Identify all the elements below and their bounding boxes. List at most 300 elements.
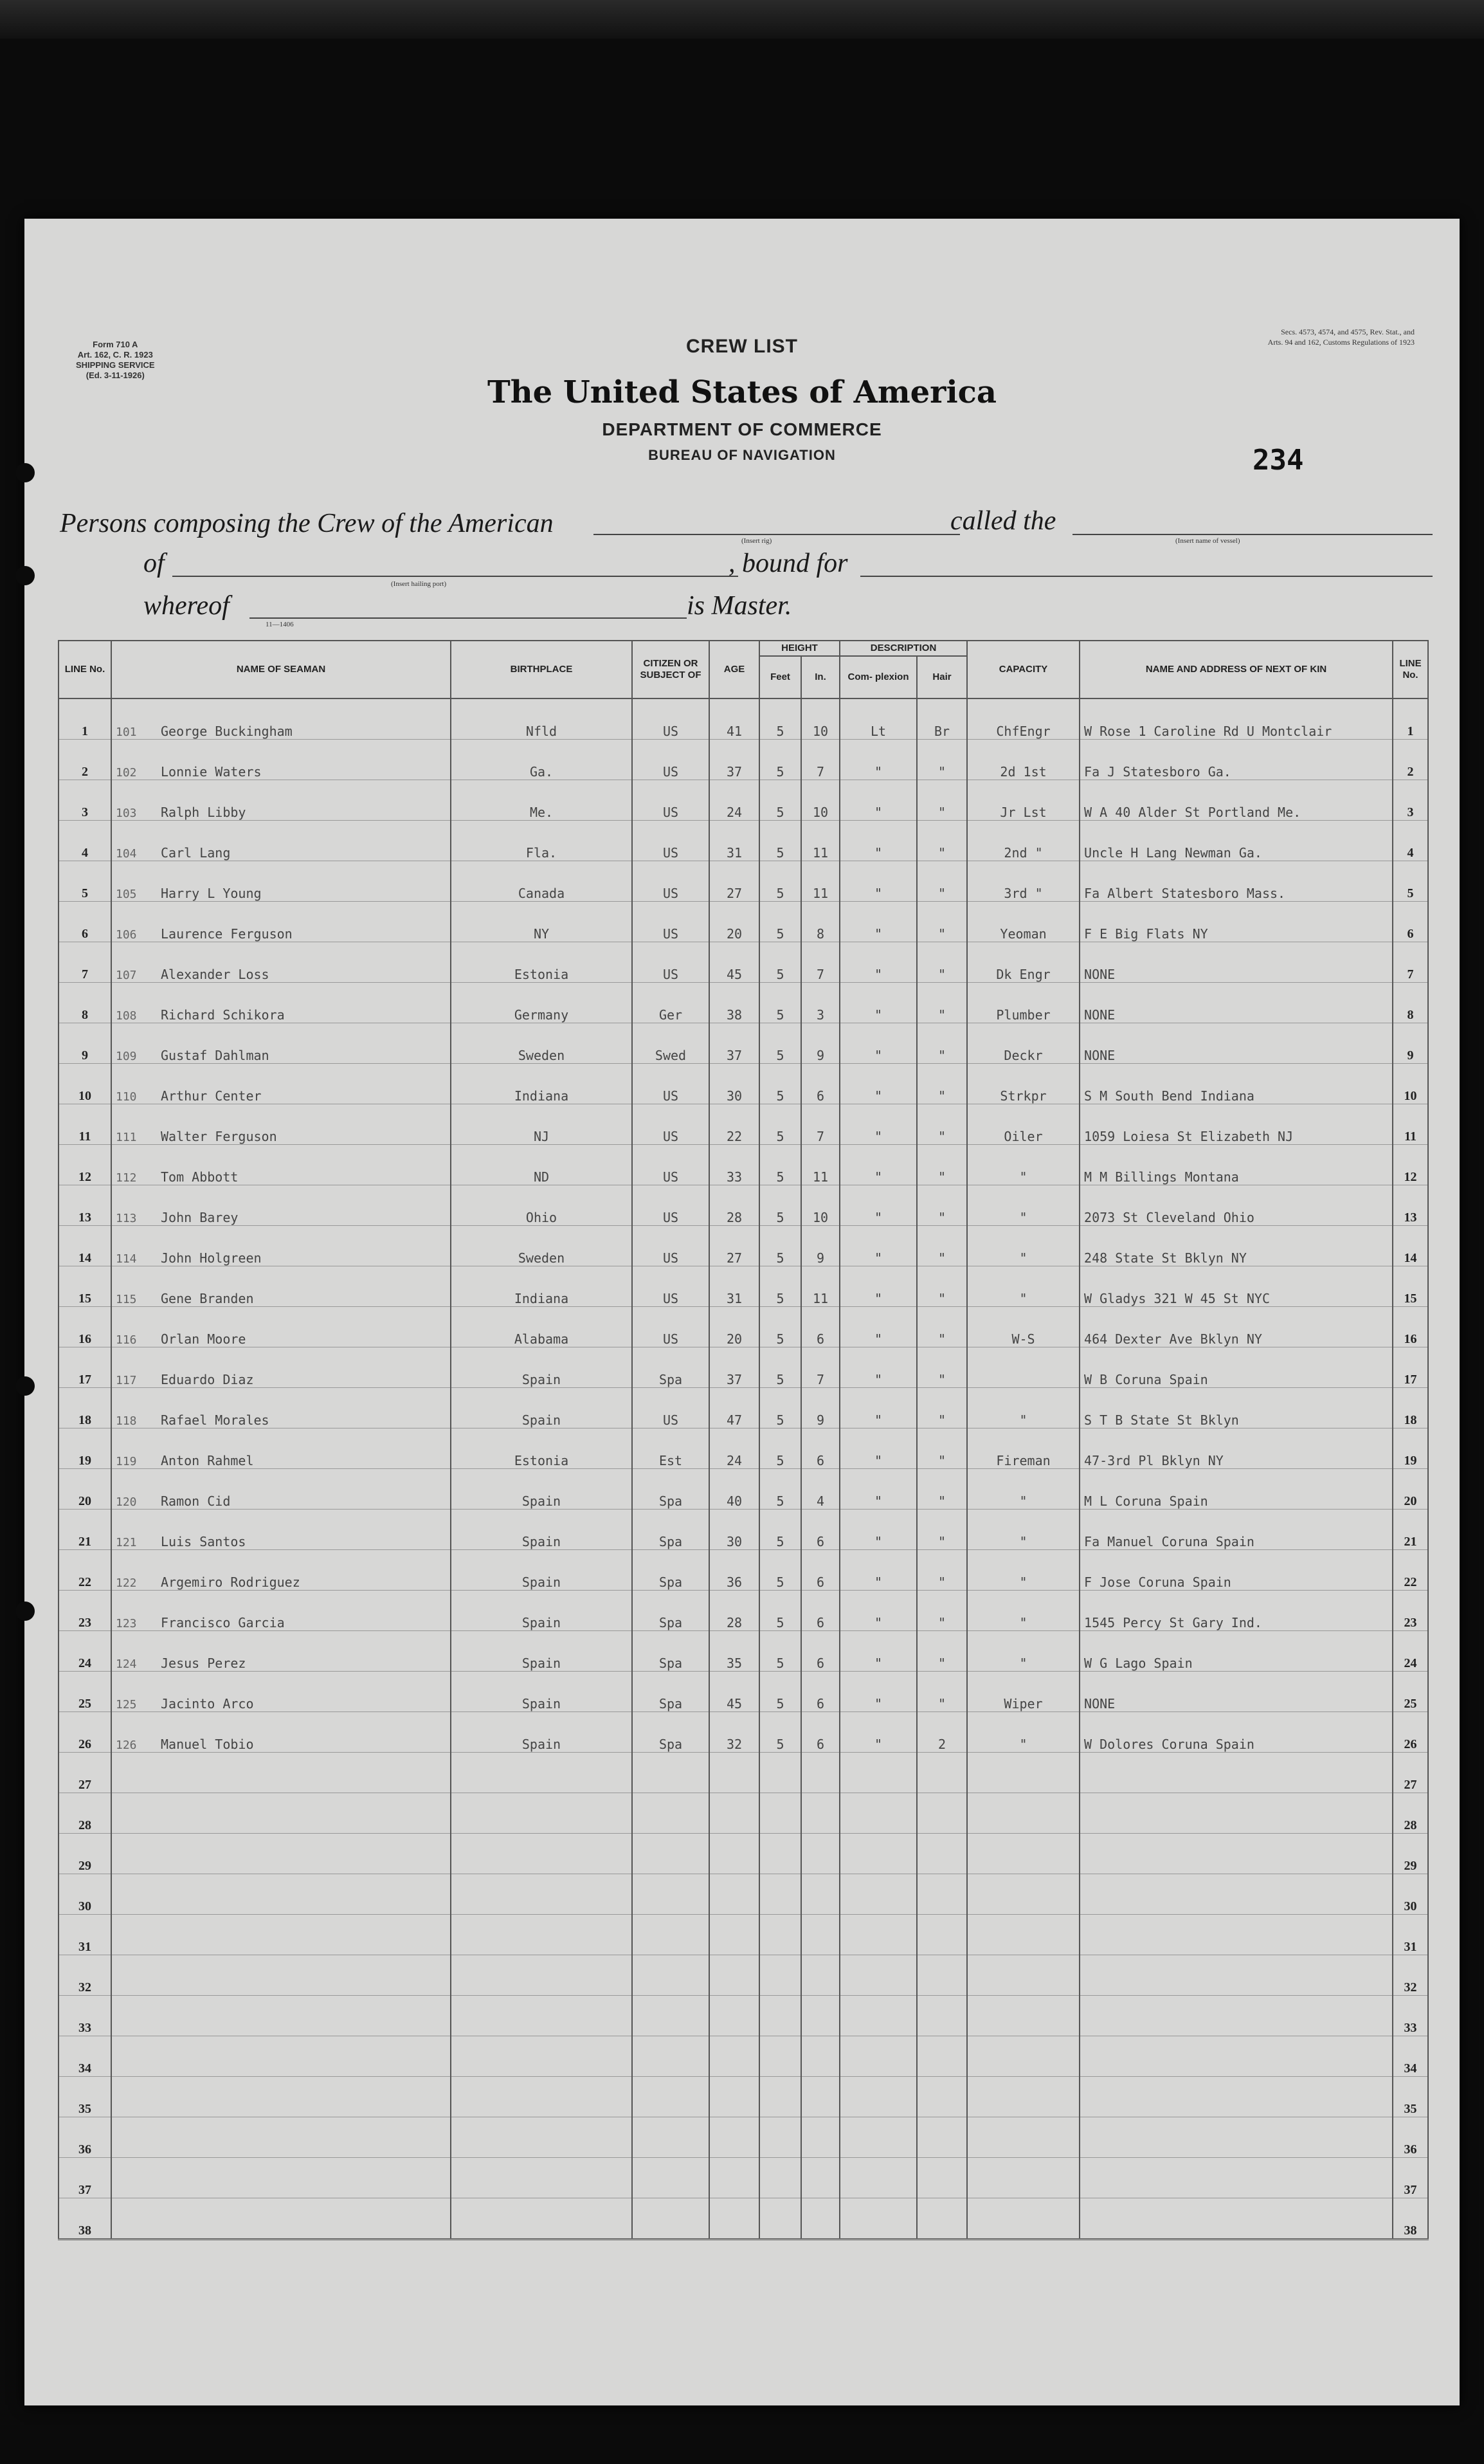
citizenship: US <box>632 780 709 821</box>
line-number: 38 <box>59 2198 111 2240</box>
next-of-kin: NONE <box>1080 942 1393 983</box>
age: 38 <box>709 983 759 1023</box>
capacity: Fireman <box>967 1428 1080 1469</box>
height-feet <box>759 1915 801 1955</box>
birthplace: Spain <box>451 1712 632 1753</box>
citizenship: US <box>632 1064 709 1104</box>
entry-number: 122 <box>116 1576 137 1590</box>
complexion: " <box>840 1388 917 1428</box>
birthplace: Spain <box>451 1550 632 1591</box>
age <box>709 2036 759 2077</box>
bureau-heading: BUREAU OF NAVIGATION <box>648 447 836 463</box>
complexion-header: Com- plexion <box>840 656 917 698</box>
next-of-kin: S T B State St Bklyn <box>1080 1388 1393 1428</box>
next-of-kin <box>1080 1834 1393 1874</box>
birthplace: Spain <box>451 1672 632 1712</box>
whereof-phrase: whereof <box>143 591 230 621</box>
complexion: " <box>840 740 917 780</box>
port-hint: (Insert hailing port) <box>391 580 447 588</box>
complexion: " <box>840 1591 917 1631</box>
crew-table <box>58 640 1429 2240</box>
seaman-name <box>111 942 451 983</box>
punch-hole <box>15 566 35 585</box>
table-row <box>59 1753 1428 1793</box>
table-row <box>59 1834 1428 1874</box>
height-feet: 5 <box>759 740 801 780</box>
capacity: 2nd " <box>967 821 1080 861</box>
complexion <box>840 1753 917 1793</box>
height-feet <box>759 2198 801 2240</box>
table-row <box>59 1347 1428 1388</box>
hair <box>917 2158 967 2198</box>
capacity: W-S <box>967 1307 1080 1347</box>
table-row <box>59 1915 1428 1955</box>
seaman-name-text: Jesus Perez <box>161 1656 246 1671</box>
seaman-name-text: Alexander Loss <box>161 967 269 982</box>
form-article: Art. 162, C. R. 1923 <box>77 350 153 360</box>
seaman-name <box>111 1793 451 1834</box>
age: 35 <box>709 1631 759 1672</box>
age: 36 <box>709 1550 759 1591</box>
entry-number: 111 <box>116 1131 137 1144</box>
entry-number: 119 <box>116 1455 137 1468</box>
capacity: " <box>967 1266 1080 1307</box>
capacity <box>967 2077 1080 2117</box>
capacity: " <box>967 1712 1080 1753</box>
next-of-kin: NONE <box>1080 983 1393 1023</box>
complexion: " <box>840 1347 917 1388</box>
table-row <box>59 821 1428 861</box>
scanner-edge <box>0 0 1484 39</box>
birthplace <box>451 1793 632 1834</box>
seaman-name <box>111 821 451 861</box>
statute-line: Arts. 94 and 162, Customs Regulations of 1923 <box>1267 338 1415 347</box>
complexion: " <box>840 1712 917 1753</box>
table-row <box>59 1955 1428 1996</box>
birthplace: Sweden <box>451 1023 632 1064</box>
seaman-name-text: Francisco Garcia <box>161 1615 285 1630</box>
hair: " <box>917 1185 967 1226</box>
height-feet: 5 <box>759 1469 801 1510</box>
next-of-kin <box>1080 1753 1393 1793</box>
height-feet: 5 <box>759 1185 801 1226</box>
height-feet <box>759 1996 801 2036</box>
citizenship: Spa <box>632 1550 709 1591</box>
height-inches <box>801 1834 840 1874</box>
birthplace: Spain <box>451 1510 632 1550</box>
line-number: 36 <box>59 2117 111 2158</box>
table-row <box>59 861 1428 902</box>
entry-number: 125 <box>116 1698 137 1711</box>
line-number-right: 3 <box>1393 780 1428 821</box>
complexion: Lt <box>840 698 917 740</box>
line-number-right: 27 <box>1393 1753 1428 1793</box>
birthplace: Indiana <box>451 1064 632 1104</box>
hair <box>917 1996 967 2036</box>
birthplace: Germany <box>451 983 632 1023</box>
next-of-kin: 2073 St Cleveland Ohio <box>1080 1185 1393 1226</box>
height-feet: 5 <box>759 1307 801 1347</box>
height-feet: 5 <box>759 1347 801 1388</box>
table-row <box>59 2036 1428 2077</box>
department-heading: DEPARTMENT OF COMMERCE <box>602 419 882 439</box>
citizenship: Spa <box>632 1469 709 1510</box>
height-feet: 5 <box>759 780 801 821</box>
height-feet: 5 <box>759 1266 801 1307</box>
hair <box>917 1834 967 1874</box>
citizenship <box>632 1955 709 1996</box>
height-inches: 9 <box>801 1226 840 1266</box>
hair: " <box>917 740 967 780</box>
line-number-right: 14 <box>1393 1226 1428 1266</box>
height-inches: 6 <box>801 1307 840 1347</box>
line-number-right: 34 <box>1393 2036 1428 2077</box>
line-number: 6 <box>59 902 111 942</box>
citizenship: US <box>632 1266 709 1307</box>
line-number: 23 <box>59 1591 111 1631</box>
punch-hole <box>15 1376 35 1396</box>
hair: " <box>917 1510 967 1550</box>
capacity: Plumber <box>967 983 1080 1023</box>
entry-number: 115 <box>116 1293 137 1306</box>
table-row <box>59 2077 1428 2117</box>
height-feet: 5 <box>759 1631 801 1672</box>
line-number: 29 <box>59 1834 111 1874</box>
citizenship <box>632 2077 709 2117</box>
height-inches <box>801 1793 840 1834</box>
height-inches: 6 <box>801 1712 840 1753</box>
age: 31 <box>709 821 759 861</box>
age <box>709 2158 759 2198</box>
height-inches: 7 <box>801 1347 840 1388</box>
seaman-name-text: Harry L Young <box>161 886 262 901</box>
hair: " <box>917 821 967 861</box>
height-inches <box>801 1996 840 2036</box>
birthplace <box>451 1955 632 1996</box>
seaman-name <box>111 1955 451 1996</box>
seaman-name-text: Carl Lang <box>161 845 231 861</box>
entry-number: 101 <box>116 726 137 739</box>
hair <box>917 2117 967 2158</box>
capacity <box>967 1996 1080 2036</box>
capacity <box>967 1753 1080 1793</box>
height-inches: 7 <box>801 942 840 983</box>
age: 28 <box>709 1591 759 1631</box>
next-of-kin <box>1080 1874 1393 1915</box>
citizenship: Spa <box>632 1631 709 1672</box>
next-of-kin <box>1080 2117 1393 2158</box>
height-inches: 6 <box>801 1672 840 1712</box>
entry-number: 104 <box>116 847 137 861</box>
height-inches: 9 <box>801 1023 840 1064</box>
hair: " <box>917 1428 967 1469</box>
table-row <box>59 1510 1428 1550</box>
height-feet: 5 <box>759 1388 801 1428</box>
height-feet <box>759 1874 801 1915</box>
height-feet: 5 <box>759 1226 801 1266</box>
height-feet: 5 <box>759 1510 801 1550</box>
seaman-name-text: Orlan Moore <box>161 1331 246 1347</box>
complexion: " <box>840 1469 917 1510</box>
next-of-kin <box>1080 2198 1393 2240</box>
line-number-right: 36 <box>1393 2117 1428 2158</box>
seaman-name <box>111 983 451 1023</box>
hair: " <box>917 1023 967 1064</box>
form-service: SHIPPING SERVICE <box>76 360 155 370</box>
line-number-right: 8 <box>1393 983 1428 1023</box>
seaman-name <box>111 902 451 942</box>
line-no-header: LINE No. <box>59 641 111 698</box>
citizenship: Spa <box>632 1712 709 1753</box>
birthplace: Indiana <box>451 1266 632 1307</box>
description-header: DESCRIPTION <box>840 641 967 656</box>
entry-number: 102 <box>116 766 137 780</box>
hair: " <box>917 902 967 942</box>
line-number: 22 <box>59 1550 111 1591</box>
citizenship: US <box>632 1388 709 1428</box>
capacity: " <box>967 1388 1080 1428</box>
table-row <box>59 1428 1428 1469</box>
hair: " <box>917 861 967 902</box>
seaman-name <box>111 1266 451 1307</box>
birthplace <box>451 1874 632 1915</box>
height-feet: 5 <box>759 983 801 1023</box>
vessel-hint: (Insert name of vessel) <box>1175 537 1240 545</box>
complexion: " <box>840 1266 917 1307</box>
table-row <box>59 1712 1428 1753</box>
complexion <box>840 1793 917 1834</box>
seaman-name <box>111 2117 451 2158</box>
next-of-kin: W Rose 1 Caroline Rd U Montclair <box>1080 698 1393 740</box>
table-row <box>59 740 1428 780</box>
seaman-name <box>111 740 451 780</box>
inches-header: In. <box>801 656 840 698</box>
line-number: 19 <box>59 1428 111 1469</box>
complexion: " <box>840 1104 917 1145</box>
seaman-name <box>111 2077 451 2117</box>
birthplace: Alabama <box>451 1307 632 1347</box>
next-of-kin: NONE <box>1080 1672 1393 1712</box>
called-phrase: called the <box>950 506 1056 536</box>
line-number: 37 <box>59 2158 111 2198</box>
line-number: 12 <box>59 1145 111 1185</box>
seaman-name <box>111 1185 451 1226</box>
seaman-name <box>111 1064 451 1104</box>
line-number: 16 <box>59 1307 111 1347</box>
complexion: " <box>840 1510 917 1550</box>
birthplace <box>451 1996 632 2036</box>
table-row <box>59 1996 1428 2036</box>
entry-number: 114 <box>116 1252 137 1266</box>
line-number-right: 7 <box>1393 942 1428 983</box>
height-feet: 5 <box>759 942 801 983</box>
table-row <box>59 1226 1428 1266</box>
capacity: Yeoman <box>967 902 1080 942</box>
line-number-right: 37 <box>1393 2158 1428 2198</box>
citizenship: US <box>632 821 709 861</box>
hair <box>917 2198 967 2240</box>
line-number: 34 <box>59 2036 111 2077</box>
line-number: 4 <box>59 821 111 861</box>
capacity: ChfEngr <box>967 698 1080 740</box>
line-number: 30 <box>59 1874 111 1915</box>
next-of-kin: Fa Manuel Coruna Spain <box>1080 1510 1393 1550</box>
seaman-name <box>111 1388 451 1428</box>
next-of-kin: 464 Dexter Ave Bklyn NY <box>1080 1307 1393 1347</box>
table-row <box>59 902 1428 942</box>
height-inches: 3 <box>801 983 840 1023</box>
height-feet <box>759 1753 801 1793</box>
citizen-header: CITIZEN OR SUBJECT OF <box>632 641 709 698</box>
height-inches: 11 <box>801 1145 840 1185</box>
line-number-right: 29 <box>1393 1834 1428 1874</box>
age-header: AGE <box>709 641 759 698</box>
seaman-name <box>111 1834 451 1874</box>
line-number-right: 1 <box>1393 698 1428 740</box>
birthplace: Spain <box>451 1469 632 1510</box>
age <box>709 2198 759 2240</box>
line-number-right: 19 <box>1393 1428 1428 1469</box>
height-inches <box>801 2117 840 2158</box>
capacity <box>967 1874 1080 1915</box>
entry-number: 121 <box>116 1536 137 1549</box>
hair: " <box>917 1347 967 1388</box>
age: 41 <box>709 698 759 740</box>
master-phrase: is Master. <box>687 591 792 621</box>
capacity: " <box>967 1631 1080 1672</box>
height-inches: 6 <box>801 1428 840 1469</box>
complexion <box>840 2036 917 2077</box>
birthplace <box>451 1834 632 1874</box>
height-feet <box>759 2036 801 2077</box>
line-number-right: 18 <box>1393 1388 1428 1428</box>
line-number-right: 4 <box>1393 821 1428 861</box>
line-number: 3 <box>59 780 111 821</box>
citizenship <box>632 1793 709 1834</box>
next-of-kin: W Gladys 321 W 45 St NYC <box>1080 1266 1393 1307</box>
citizenship: US <box>632 942 709 983</box>
seaman-name <box>111 861 451 902</box>
complexion <box>840 2117 917 2158</box>
height-feet <box>759 2117 801 2158</box>
height-inches <box>801 1955 840 1996</box>
line-number-right: 26 <box>1393 1712 1428 1753</box>
hair <box>917 1753 967 1793</box>
height-feet: 5 <box>759 821 801 861</box>
height-header: HEIGHT <box>759 641 840 656</box>
height-feet: 5 <box>759 1104 801 1145</box>
age <box>709 1793 759 1834</box>
seaman-name-text: Gustaf Dahlman <box>161 1048 269 1063</box>
hair: " <box>917 1672 967 1712</box>
seaman-name <box>111 2036 451 2077</box>
seaman-name <box>111 1550 451 1591</box>
next-of-kin <box>1080 1793 1393 1834</box>
line-number-right: 16 <box>1393 1307 1428 1347</box>
entry-number: 120 <box>116 1495 137 1509</box>
complexion: " <box>840 780 917 821</box>
form-number: Form 710 A <box>93 340 138 349</box>
height-inches <box>801 2077 840 2117</box>
height-inches: 11 <box>801 1266 840 1307</box>
age: 24 <box>709 1428 759 1469</box>
capacity <box>967 2158 1080 2198</box>
line-number-right: 23 <box>1393 1591 1428 1631</box>
birthplace: Fla. <box>451 821 632 861</box>
complexion: " <box>840 942 917 983</box>
seaman-name-text: Lonnie Waters <box>161 764 262 780</box>
age: 20 <box>709 902 759 942</box>
table-row <box>59 1185 1428 1226</box>
entry-number: 117 <box>116 1374 137 1387</box>
seaman-name-text: Luis Santos <box>161 1534 246 1549</box>
height-inches <box>801 2198 840 2240</box>
citizenship <box>632 2198 709 2240</box>
seaman-name <box>111 1874 451 1915</box>
line-number-right: 11 <box>1393 1104 1428 1145</box>
age <box>709 2117 759 2158</box>
line-number-right: 22 <box>1393 1550 1428 1591</box>
table-row <box>59 2117 1428 2158</box>
feet-header: Feet <box>759 656 801 698</box>
next-of-kin-header: NAME AND ADDRESS OF NEXT OF KIN <box>1080 641 1393 698</box>
age <box>709 1955 759 1996</box>
line-number: 32 <box>59 1955 111 1996</box>
height-inches <box>801 2158 840 2198</box>
height-inches: 8 <box>801 902 840 942</box>
height-inches <box>801 2036 840 2077</box>
next-of-kin: W Dolores Coruna Spain <box>1080 1712 1393 1753</box>
rig-line <box>593 534 960 535</box>
age: 33 <box>709 1145 759 1185</box>
persons-phrase: Persons composing the Crew of the American <box>60 509 554 538</box>
birthplace: NJ <box>451 1104 632 1145</box>
seaman-name-text: Ramon Cid <box>161 1493 231 1509</box>
entry-number: 123 <box>116 1617 137 1630</box>
capacity: " <box>967 1510 1080 1550</box>
age: 47 <box>709 1388 759 1428</box>
capacity: 3rd " <box>967 861 1080 902</box>
table-row <box>59 1469 1428 1510</box>
line-number: 8 <box>59 983 111 1023</box>
line-number: 14 <box>59 1226 111 1266</box>
hair <box>917 2077 967 2117</box>
citizenship: US <box>632 861 709 902</box>
table-row <box>59 780 1428 821</box>
birthplace: Spain <box>451 1631 632 1672</box>
seaman-name-text: Arthur Center <box>161 1088 262 1104</box>
seaman-name-text: Eduardo Diaz <box>161 1372 254 1387</box>
table-row <box>59 983 1428 1023</box>
line-number: 9 <box>59 1023 111 1064</box>
entry-number: 105 <box>116 888 137 901</box>
next-of-kin: 248 State St Bklyn NY <box>1080 1226 1393 1266</box>
next-of-kin <box>1080 1915 1393 1955</box>
line-number-right: 28 <box>1393 1793 1428 1834</box>
hair: " <box>917 1266 967 1307</box>
age <box>709 1915 759 1955</box>
seaman-name <box>111 1915 451 1955</box>
birthplace: Sweden <box>451 1226 632 1266</box>
complexion: " <box>840 1064 917 1104</box>
age <box>709 2077 759 2117</box>
vessel-line <box>1072 534 1433 535</box>
height-feet <box>759 1834 801 1874</box>
birthplace: Estonia <box>451 1428 632 1469</box>
height-inches: 6 <box>801 1550 840 1591</box>
master-line <box>249 617 687 619</box>
complexion: " <box>840 1550 917 1591</box>
